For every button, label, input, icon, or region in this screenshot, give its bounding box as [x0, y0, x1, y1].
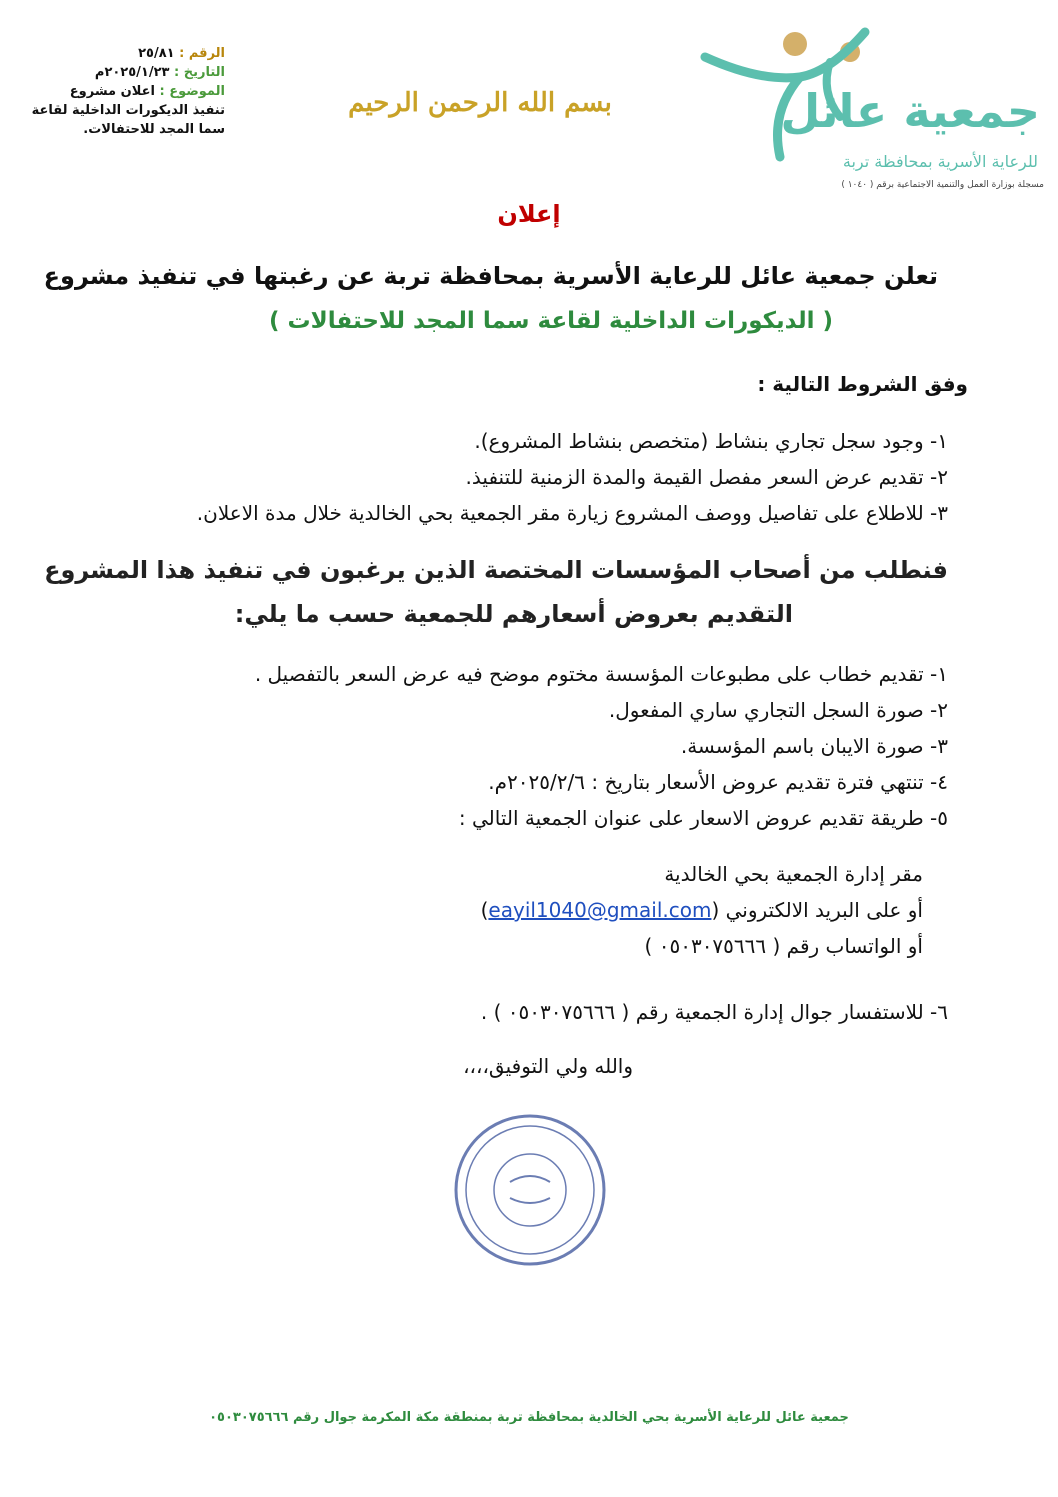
address-hq: مقر إدارة الجمعية بحي الخالدية — [664, 862, 923, 886]
request-line-1: فنطلب من أصحاب المؤسسات المختصة الذين يرغبون في تنفيذ هذا المشروع — [44, 556, 948, 584]
subject-label: الموضوع : — [159, 84, 225, 99]
address-block — [481, 856, 923, 964]
document-meta — [20, 44, 225, 139]
address-email-line: أو على البريد الالكتروني (eayil1040@gmail.com) — [480, 898, 923, 922]
basmala: بسم الله الرحمن الرحيم — [348, 88, 612, 118]
requirement-item: ١- تقديم خطاب على مطبوعات المؤسسة مختوم موضح فيه عرض السعر بالتفصيل . — [254, 662, 948, 686]
logo-name: جمعية عائل — [780, 84, 1040, 138]
subject-line-3: سما المجد للاحتفالات. — [83, 122, 225, 137]
subject-line-2: تنفيذ الديكورات الداخلية لقاعة — [31, 103, 225, 118]
request-line-2: التقديم بعروض أسعارهم للجمعية حسب ما يلي: — [234, 600, 793, 628]
requirements-list — [255, 656, 948, 836]
logo-registration: مسجلة بوزارة العمل والتنمية الاجتماعية برقم ( ١٠٤٠ ) — [841, 180, 1044, 190]
requirement-item: ٤- تنتهي فترة تقديم عروض الأسعار بتاريخ : ٢٠٢٥/٢/٦م. — [488, 770, 948, 794]
requirement-item: ٣- صورة الايبان باسم المؤسسة. — [680, 734, 948, 758]
announcement-title: إعلان — [497, 200, 561, 228]
condition-item: ٢- تقديم عرض السعر مفصل القيمة والمدة الزمنية للتنفيذ. — [465, 465, 948, 489]
number-value: ٢٥/٨١ — [138, 46, 175, 61]
conditions-heading: وفق الشروط التالية : — [757, 372, 968, 396]
number-label: الرقم : — [179, 46, 225, 61]
condition-item: ١- وجود سجل تجاري بنشاط (متخصص بنشاط المشروع). — [474, 429, 948, 453]
requirement-item: ٢- صورة السجل التجاري ساري المفعول. — [608, 698, 948, 722]
page-footer: جمعية عائل للرعاية الأسرية بحي الخالدية بمحافظة تربة بمنطقة مكة المكرمة جوال رقم ٠٥٠٣٠٧٥٦٦٦ — [209, 1410, 849, 1425]
date-value: ٢٠٢٥/١/٢٣م — [94, 65, 170, 80]
heading-line-2: ( الديكورات الداخلية لقاعة سما المجد للاحتفالات ) — [269, 308, 833, 334]
organization-stamp — [450, 1110, 610, 1270]
email-prefix: أو على البريد الالكتروني — [725, 898, 923, 922]
requirement-item: ٥- طريقة تقديم عروض الاسعار على عنوان الجمعية التالي : — [458, 806, 948, 830]
logo-subtitle: للرعاية الأسرية بمحافظة تربة — [842, 152, 1038, 171]
address-whatsapp: أو الواتساب رقم ( ٠٥٠٣٠٧٥٦٦٦ ) — [644, 934, 923, 958]
organization-logo — [700, 22, 1050, 190]
stamp-icon — [450, 1110, 610, 1270]
closing-line: والله ولي التوفيق،،،، — [463, 1054, 633, 1078]
date-label: التاريخ : — [174, 65, 225, 80]
heading-line-1: تعلن جمعية عائل للرعاية الأسرية بمحافظة تربة عن رغبتها في تنفيذ مشروع — [43, 262, 938, 290]
condition-item: ٣- للاطلاع على تفاصيل ووصف المشروع زيارة مقر الجمعية بحي الخالدية خلال مدة الاعلان. — [196, 501, 948, 525]
email-link[interactable]: eayil1040@gmail.com — [488, 898, 712, 922]
subject-value: اعلان مشروع — [69, 84, 155, 99]
inquiry-line: ٦- للاستفسار جوال إدارة الجمعية رقم ( ٠٥٠٣٠٧٥٦٦٦ ) . — [480, 1000, 948, 1024]
conditions-list — [197, 423, 948, 531]
